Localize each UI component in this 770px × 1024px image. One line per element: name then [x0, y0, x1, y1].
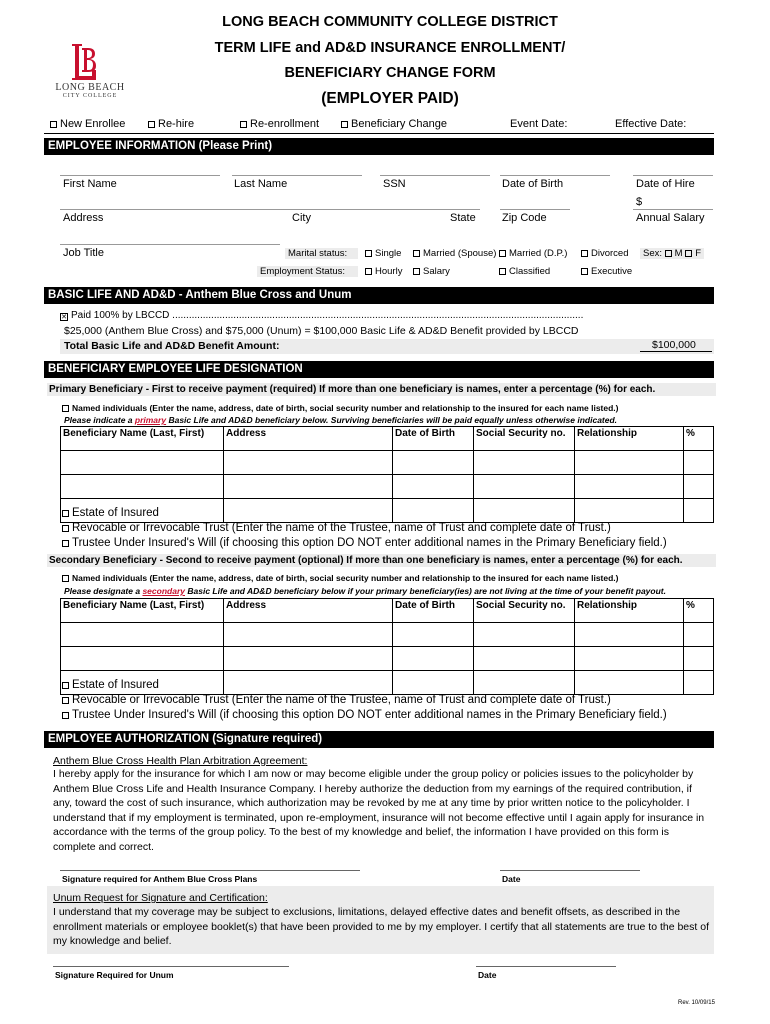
- anthem-date-line[interactable]: [500, 870, 640, 871]
- address-field[interactable]: Address: [63, 212, 104, 224]
- first-name-field[interactable]: First Name: [63, 178, 117, 190]
- col-name-header: Beneficiary Name (Last, First): [61, 427, 224, 451]
- unum-signature-label: Signature Required for Unum: [55, 970, 174, 980]
- basic-amount-line: $25,000 (Anthem Blue Cross) and $75,000 (Unum) = $100,000 Basic Life & AD&D Benefit provided by LBCCD: [64, 325, 579, 337]
- executive-checkbox[interactable]: Executive: [581, 266, 632, 277]
- divider: [44, 133, 714, 134]
- new-enrollee-checkbox[interactable]: New Enrollee: [50, 118, 125, 130]
- employee-info-heading: EMPLOYEE INFORMATION (Please Print): [44, 138, 714, 155]
- table-row[interactable]: [61, 647, 714, 671]
- col-percent-header: %: [684, 599, 714, 623]
- table-row[interactable]: [61, 475, 714, 499]
- job-title-line: [60, 244, 280, 245]
- logo-text: LONG BEACH CITY COLLEGE: [55, 82, 125, 99]
- anthem-agreement-title: Anthem Blue Cross Health Plan Arbitration Agreement:: [53, 755, 308, 767]
- anthem-signature-line[interactable]: [60, 870, 360, 871]
- event-date-label: Event Date:: [510, 118, 568, 130]
- classified-checkbox[interactable]: Classified: [499, 266, 550, 277]
- primary-beneficiary-title: Primary Beneficiary - First to receive payment (required) If more than one beneficiary is names, enter a percentage (%) for each.: [47, 383, 716, 396]
- employment-status-label: Employment Status:: [257, 266, 358, 277]
- unum-title: Unum Request for Signature and Certification:: [53, 892, 268, 904]
- col-address-header: Address: [224, 427, 393, 451]
- hourly-checkbox[interactable]: Hourly: [365, 266, 402, 277]
- dob-line: [500, 175, 610, 176]
- table-row[interactable]: [61, 451, 714, 475]
- single-checkbox[interactable]: Single: [365, 248, 401, 259]
- hire-date-field[interactable]: Date of Hire: [636, 178, 695, 190]
- col-ssn-header: Social Security no.: [474, 427, 575, 451]
- reenrollment-checkbox[interactable]: Re-enrollment: [240, 118, 319, 130]
- salary-dollar: $: [636, 196, 643, 208]
- divorced-checkbox[interactable]: Divorced: [581, 248, 629, 259]
- salary-line: [633, 209, 713, 210]
- col-ssn-header: Social Security no.: [474, 599, 575, 623]
- sex-field[interactable]: Sex: M F: [640, 248, 704, 259]
- table-row[interactable]: [61, 623, 714, 647]
- secondary-beneficiary-title: Secondary Beneficiary - Second to receive payment (optional) If more than one beneficiary is names, enter a percentage (%) for each.: [47, 554, 716, 567]
- married-spouse-checkbox[interactable]: Married (Spouse): [413, 248, 496, 259]
- hire-date-line: [633, 175, 713, 176]
- ssn-line: [380, 175, 490, 176]
- city-field[interactable]: City: [292, 212, 311, 224]
- first-name-line: [60, 175, 220, 176]
- ssn-field[interactable]: SSN: [383, 178, 406, 190]
- title-line-4: (EMPLOYER PAID): [321, 90, 459, 107]
- unum-signature-line[interactable]: [53, 966, 289, 967]
- last-name-line: [232, 175, 362, 176]
- basic-life-heading: BASIC LIFE AND AD&D - Anthem Blue Cross and Unum: [44, 287, 714, 304]
- col-address-header: Address: [224, 599, 393, 623]
- secondary-trust-checkbox[interactable]: Revocable or Irrevocable Trust (Enter the name of the Trustee, name of Trust and complete date of Trust.): [62, 694, 611, 706]
- zip-line: [500, 209, 570, 210]
- primary-trust-checkbox[interactable]: Revocable or Irrevocable Trust (Enter the name of the Trustee, name of Trust and complete date of Trust.): [62, 522, 611, 534]
- primary-named-individuals-checkbox[interactable]: Named individuals (Enter the name, address, date of birth, social security number and relationship to the insured for each name listed.): [62, 403, 618, 413]
- revision-label: Rev. 10/09/15: [678, 1000, 715, 1006]
- primary-estate-checkbox[interactable]: Estate of Insured: [62, 507, 159, 519]
- unum-date-label: Date: [478, 970, 497, 980]
- address-line: [60, 209, 480, 210]
- beneficiary-heading: BENEFICIARY EMPLOYEE LIFE DESIGNATION: [44, 361, 714, 378]
- unum-text: I understand that my coverage may be subject to exclusions, limitations, delayed effective dates and benefit offsets, as described in the enrollment materials or employee booklet(s) that have been provided to me by my employer. I certify that all statements are true to the best of my knowledge and belief.: [53, 906, 709, 947]
- primary-instruction: Please indicate a primary Basic Life and AD&D beneficiary below. Surviving beneficiaries will be paid equally unless otherwise indicated.: [64, 415, 618, 425]
- state-field[interactable]: State: [450, 212, 476, 224]
- title-line-1: LONG BEACH COMMUNITY COLLEGE DISTRICT: [222, 14, 558, 30]
- authorization-heading: EMPLOYEE AUTHORIZATION (Signature required): [44, 731, 714, 748]
- annual-salary-field[interactable]: Annual Salary: [636, 212, 705, 224]
- paid-100-checkbox[interactable]: ✕ Paid 100% by LBCCD ....................................................................................................................................................: [61, 310, 584, 321]
- marital-status-label: Marital status:: [285, 248, 358, 259]
- col-percent-header: %: [684, 427, 714, 451]
- salary-checkbox[interactable]: Salary: [413, 266, 450, 277]
- col-relationship-header: Relationship: [575, 427, 684, 451]
- anthem-signature-label: Signature required for Anthem Blue Cross Plans: [62, 874, 258, 884]
- anthem-date-label: Date: [502, 874, 521, 884]
- anthem-agreement-text: I hereby apply for the insurance for which I am now or may become eligible under the group policy or policies issues to the policyholder by Anthem Blue Cross Life and Health Insurance Company. I hereby authorize the deduction from my earnings of the required contribution, if any, toward the cost of such insurance, which authorization may be revoked by me at any time by prior written notice to the policyholder. I understand that if my employment is terminated, upon re-employment, insurance will not become effective until I again apply for insurance in accordance with the terms of the group policy. To the best of my knowledge and belief, the information I have provided on this form is complete and correct.: [53, 768, 705, 853]
- secondary-estate-checkbox[interactable]: Estate of Insured: [62, 679, 159, 691]
- col-name-header: Beneficiary Name (Last, First): [61, 599, 224, 623]
- secondary-trustee-checkbox[interactable]: Trustee Under Insured's Will (if choosing this option DO NOT enter additional names in the Primary Beneficiary field.): [62, 709, 667, 721]
- secondary-named-individuals-checkbox[interactable]: Named individuals (Enter the name, address, date of birth, social security number and relationship to the insured for each name listed.): [62, 573, 618, 583]
- primary-trustee-checkbox[interactable]: Trustee Under Insured's Will (if choosing this option DO NOT enter additional names in the Primary Beneficiary field.): [62, 537, 667, 549]
- married-dp-checkbox[interactable]: Married (D.P.): [499, 248, 567, 259]
- dob-field[interactable]: Date of Birth: [502, 178, 564, 190]
- total-label: Total Basic Life and AD&D Benefit Amount:: [64, 340, 280, 352]
- secondary-instruction: Please designate a secondary Basic Life and AD&D beneficiary below if your primary beneficiary(ies) are not living at the time of your benefit payout.: [64, 586, 666, 596]
- col-relationship-header: Relationship: [575, 599, 684, 623]
- col-dob-header: Date of Birth: [393, 599, 474, 623]
- total-value: $100,000: [640, 339, 712, 352]
- zip-field[interactable]: Zip Code: [502, 212, 547, 224]
- unum-date-line[interactable]: [476, 966, 616, 967]
- effective-date-label: Effective Date:: [615, 118, 687, 130]
- job-title-field[interactable]: Job Title: [63, 247, 104, 259]
- title-line-3: BENEFICIARY CHANGE FORM: [284, 65, 496, 81]
- title-line-2: TERM LIFE and AD&D INSURANCE ENROLLMENT/: [214, 40, 566, 56]
- col-dob-header: Date of Birth: [393, 427, 474, 451]
- rehire-checkbox[interactable]: Re-hire: [148, 118, 194, 130]
- lbcc-logo-icon: [70, 42, 98, 82]
- beneficiary-change-checkbox[interactable]: Beneficiary Change: [341, 118, 447, 130]
- last-name-field[interactable]: Last Name: [234, 178, 288, 190]
